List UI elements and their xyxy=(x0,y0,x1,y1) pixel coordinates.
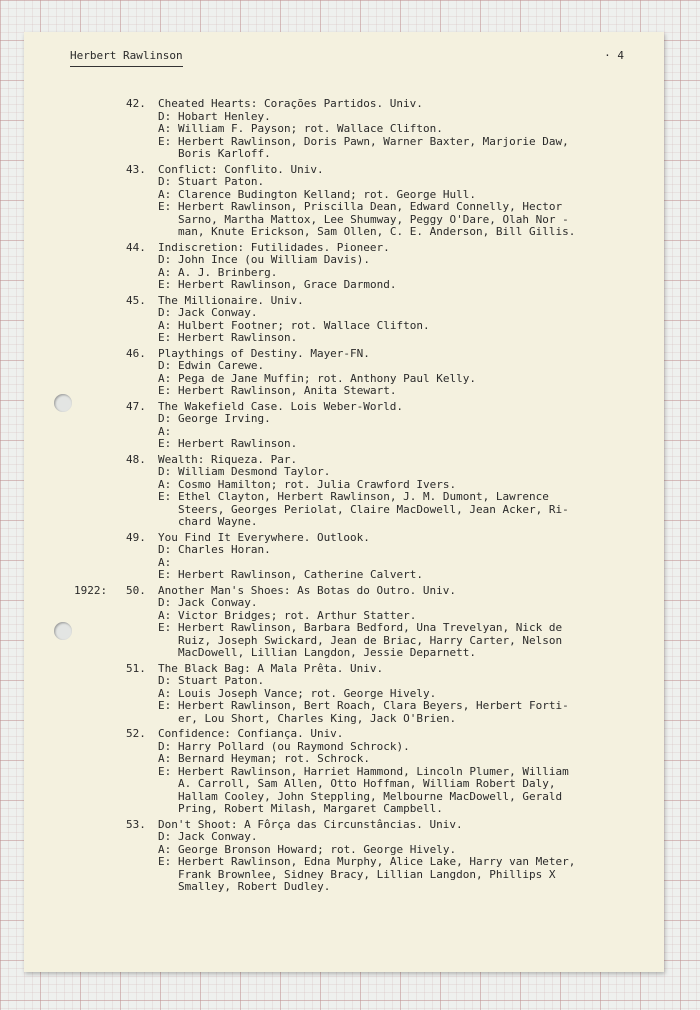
credit-text: Hobart Henley. xyxy=(178,109,271,123)
film-title: You Find It Everywhere. Outlook. xyxy=(158,530,370,544)
credit-text: Jack Conway. xyxy=(178,596,258,609)
credit-text: Herbert Rawlinson, Doris Pawn, Warner Baxter, Marjorie Daw, xyxy=(178,134,569,148)
credit-key: A: xyxy=(158,371,172,385)
entry-number: 44. xyxy=(126,240,146,254)
credit-key: D: xyxy=(158,359,172,372)
credit-key: D: xyxy=(158,109,172,123)
credit-key: E: xyxy=(158,699,172,712)
credit-text: Herbert Rawlinson, Barbara Bedford, Una Trevelyan, Nick de xyxy=(178,621,563,634)
credit-text: John Ince (ou William Davis). xyxy=(178,253,371,266)
film-entry xyxy=(76,454,656,529)
film-entry xyxy=(76,164,656,239)
credit-text: William F. Payson; rot. Wallace Clifton. xyxy=(178,122,443,135)
credit-text: Clarence Budington Kelland; rot. George Hull. xyxy=(178,187,477,201)
credit-text: Pega de Jane Muffin; rot. Anthony Paul Kelly. xyxy=(178,371,477,385)
film-title: Wealth: Riqueza. Par. xyxy=(158,452,298,466)
credit-text: Jack Conway. xyxy=(178,830,258,843)
credit-row xyxy=(158,675,656,688)
credit-text: er, Lou Short, Charles King, Jack O'Brien. xyxy=(178,711,457,725)
film-entry xyxy=(76,295,656,345)
film-title: Don't Shoot: A Fôrça das Circunstâncias. Univ. xyxy=(158,817,463,831)
credit-key: A: xyxy=(158,555,172,569)
credit-text: A. J. Brinberg. xyxy=(178,265,278,279)
credit-text: Herbert Rawlinson, Harriet Hammond, Lincoln Plumer, William xyxy=(178,764,569,778)
credit-key: D: xyxy=(158,465,172,478)
entry-number: 46. xyxy=(126,346,146,360)
credit-row xyxy=(158,856,656,894)
film-entry xyxy=(76,663,656,726)
credit-row xyxy=(158,385,656,398)
credit-key: D: xyxy=(158,674,172,687)
film-title: The Wakefield Case. Lois Weber-World. xyxy=(158,399,404,413)
credit-row xyxy=(158,622,656,660)
credit-key: D: xyxy=(158,253,172,266)
credit-row xyxy=(158,753,656,766)
credit-text: Jack Conway. xyxy=(178,306,258,319)
credit-row xyxy=(158,201,656,239)
credit-text: Harry Pollard (ou Raymond Schrock). xyxy=(178,739,410,753)
credit-text: Hulbert Footner; rot. Wallace Clifton. xyxy=(178,318,430,332)
credit-key: A: xyxy=(158,265,172,279)
credit-text: Bernard Heyman; rot. Schrock. xyxy=(178,752,371,765)
credit-key: E: xyxy=(158,764,172,778)
credit-text: Boris Karloff. xyxy=(178,147,271,160)
credit-text: William Desmond Taylor. xyxy=(178,465,331,478)
film-title: Playthings of Destiny. Mayer-FN. xyxy=(158,346,370,360)
credit-text: Herbert Rawlinson, Anita Stewart. xyxy=(178,384,397,397)
credit-text: Herbert Rawlinson. xyxy=(178,437,298,450)
credit-text: man, Knute Erickson, Sam Ollen, C. E. Anderson, Bill Gillis. xyxy=(178,225,576,238)
credit-text: Herbert Rawlinson, Catherine Calvert. xyxy=(178,568,424,581)
credit-key: D: xyxy=(158,306,172,319)
credit-key: E: xyxy=(158,200,172,213)
credit-key: A: xyxy=(158,424,172,438)
credit-text: Steers, Georges Periolat, Claire MacDowell, Jean Acker, Ri- xyxy=(178,502,569,516)
credit-key: A: xyxy=(158,686,172,700)
credit-text: MacDowell, Lillian Langdon, Jessie Deparnett. xyxy=(178,646,477,659)
credit-key: E: xyxy=(158,568,172,581)
filmography-list xyxy=(76,98,656,897)
credit-row xyxy=(158,254,656,267)
credit-key: E: xyxy=(158,437,172,450)
film-title: Conflict: Conflito. Univ. xyxy=(158,162,324,176)
credit-key: E: xyxy=(158,278,172,291)
credit-text: Herbert Rawlinson. xyxy=(178,331,298,344)
document-page xyxy=(24,32,664,972)
entry-number: 48. xyxy=(126,452,146,466)
credit-row xyxy=(158,466,656,479)
entry-number: 49. xyxy=(126,530,146,544)
credit-text: Charles Horan. xyxy=(178,543,271,556)
entry-number: 53. xyxy=(126,817,146,831)
punch-hole xyxy=(54,394,72,412)
credit-key: E: xyxy=(158,331,172,344)
entry-number: 50. xyxy=(126,583,146,597)
credit-key: A: xyxy=(158,752,172,765)
entry-number: 42. xyxy=(126,97,146,110)
credit-row xyxy=(158,123,656,136)
credit-row xyxy=(158,831,656,844)
credit-row xyxy=(158,332,656,345)
film-title: Another Man's Shoes: As Botas do Outro. Univ. xyxy=(158,583,457,597)
credit-key: A: xyxy=(158,318,172,332)
credit-row xyxy=(158,766,656,816)
film-title: Cheated Hearts: Corações Partidos. Univ. xyxy=(158,97,423,110)
film-entry xyxy=(76,728,656,816)
entry-number: 51. xyxy=(126,661,146,675)
credit-text: Victor Bridges; rot. Arthur Statter. xyxy=(178,608,417,622)
credit-text: Edwin Carewe. xyxy=(178,359,265,372)
film-entry xyxy=(76,585,656,660)
credit-key: A: xyxy=(158,187,172,201)
film-entry xyxy=(76,819,656,894)
credit-text: Herbert Rawlinson, Priscilla Dean, Edward Connelly, Hector xyxy=(178,200,563,213)
credit-text: Herbert Rawlinson, Grace Darmond. xyxy=(178,278,397,291)
entry-number: 52. xyxy=(126,727,146,740)
credit-row xyxy=(158,307,656,320)
credit-text: George Bronson Howard; rot. George Hively. xyxy=(178,842,457,856)
credit-text: Frank Brownlee, Sidney Bracy, Lillian Langdon, Phillips X xyxy=(178,867,556,881)
credit-text: Stuart Paton. xyxy=(178,175,265,188)
credit-key: D: xyxy=(158,412,172,425)
credit-row xyxy=(158,176,656,189)
credit-key: D: xyxy=(158,596,172,609)
film-entry xyxy=(76,401,656,451)
credit-key: A: xyxy=(158,608,172,622)
credit-key: A: xyxy=(158,477,172,491)
credit-text: Sarno, Martha Mattox, Lee Shumway, Peggy O'Dare, Olah Nor - xyxy=(178,212,569,226)
entry-number: 47. xyxy=(126,399,146,413)
credit-row xyxy=(158,544,656,557)
film-entry xyxy=(76,532,656,582)
credit-key: D: xyxy=(158,175,172,188)
credit-text: Cosmo Hamilton; rot. Julia Crawford Ivers. xyxy=(178,477,457,491)
credit-text: Smalley, Robert Dudley. xyxy=(178,880,331,893)
film-title: The Black Bag: A Mala Prêta. Univ. xyxy=(158,661,384,675)
credit-text: Hallam Cooley, John Steppling, Melbourne MacDowell, Gerald xyxy=(178,789,563,803)
credit-key: E: xyxy=(158,621,172,634)
credit-text: chard Wayne. xyxy=(178,515,258,528)
credit-row xyxy=(158,136,656,161)
entry-number: 43. xyxy=(126,162,146,176)
page-number: · 4 xyxy=(604,49,624,62)
film-entry xyxy=(76,348,656,398)
credit-row xyxy=(158,360,656,373)
credit-key: A: xyxy=(158,842,172,856)
credit-text: Ruiz, Joseph Swickard, Jean de Briac, Harry Carter, Nelson xyxy=(178,633,563,647)
credit-text: Herbert Rawlinson, Bert Roach, Clara Beyers, Herbert Forti- xyxy=(178,699,569,712)
credit-key: E: xyxy=(158,134,172,148)
credit-text: George Irving. xyxy=(178,412,271,425)
credit-text: Louis Joseph Vance; rot. George Hively. xyxy=(178,686,437,700)
credit-key: E: xyxy=(158,384,172,397)
film-title: The Millionaire. Univ. xyxy=(158,293,304,307)
credit-row xyxy=(158,279,656,292)
credit-text: Herbert Rawlinson, Edna Murphy, Alice Lake, Harry van Meter, xyxy=(178,855,576,868)
credit-row xyxy=(158,491,656,529)
credit-text: Pring, Robert Milash, Margaret Campbell. xyxy=(178,802,443,815)
credit-key: A: xyxy=(158,122,172,135)
credit-key: D: xyxy=(158,543,172,556)
entry-number: 45. xyxy=(126,293,146,307)
credit-key: E: xyxy=(158,855,172,868)
credit-row xyxy=(158,700,656,725)
credit-text: Ethel Clayton, Herbert Rawlinson, J. M. Dumont, Lawrence xyxy=(178,490,549,503)
credit-row xyxy=(158,438,656,451)
header-name: Herbert Rawlinson xyxy=(70,49,183,67)
film-entry xyxy=(76,98,656,161)
film-entry xyxy=(76,242,656,292)
credit-text: Stuart Paton. xyxy=(178,674,265,687)
credit-key: D: xyxy=(158,830,172,843)
film-title: Confidence: Confiança. Univ. xyxy=(158,727,344,740)
punch-hole xyxy=(54,622,72,640)
year-label: 1922: xyxy=(74,583,108,597)
film-title: Indiscretion: Futilidades. Pioneer. xyxy=(158,240,390,254)
credit-text: A. Carroll, Sam Allen, Otto Hoffman, William Robert Daly, xyxy=(178,777,556,790)
credit-row xyxy=(158,569,656,582)
credit-key: E: xyxy=(158,490,172,503)
credit-key: D: xyxy=(158,739,172,753)
credit-row xyxy=(158,413,656,426)
credit-row xyxy=(158,597,656,610)
